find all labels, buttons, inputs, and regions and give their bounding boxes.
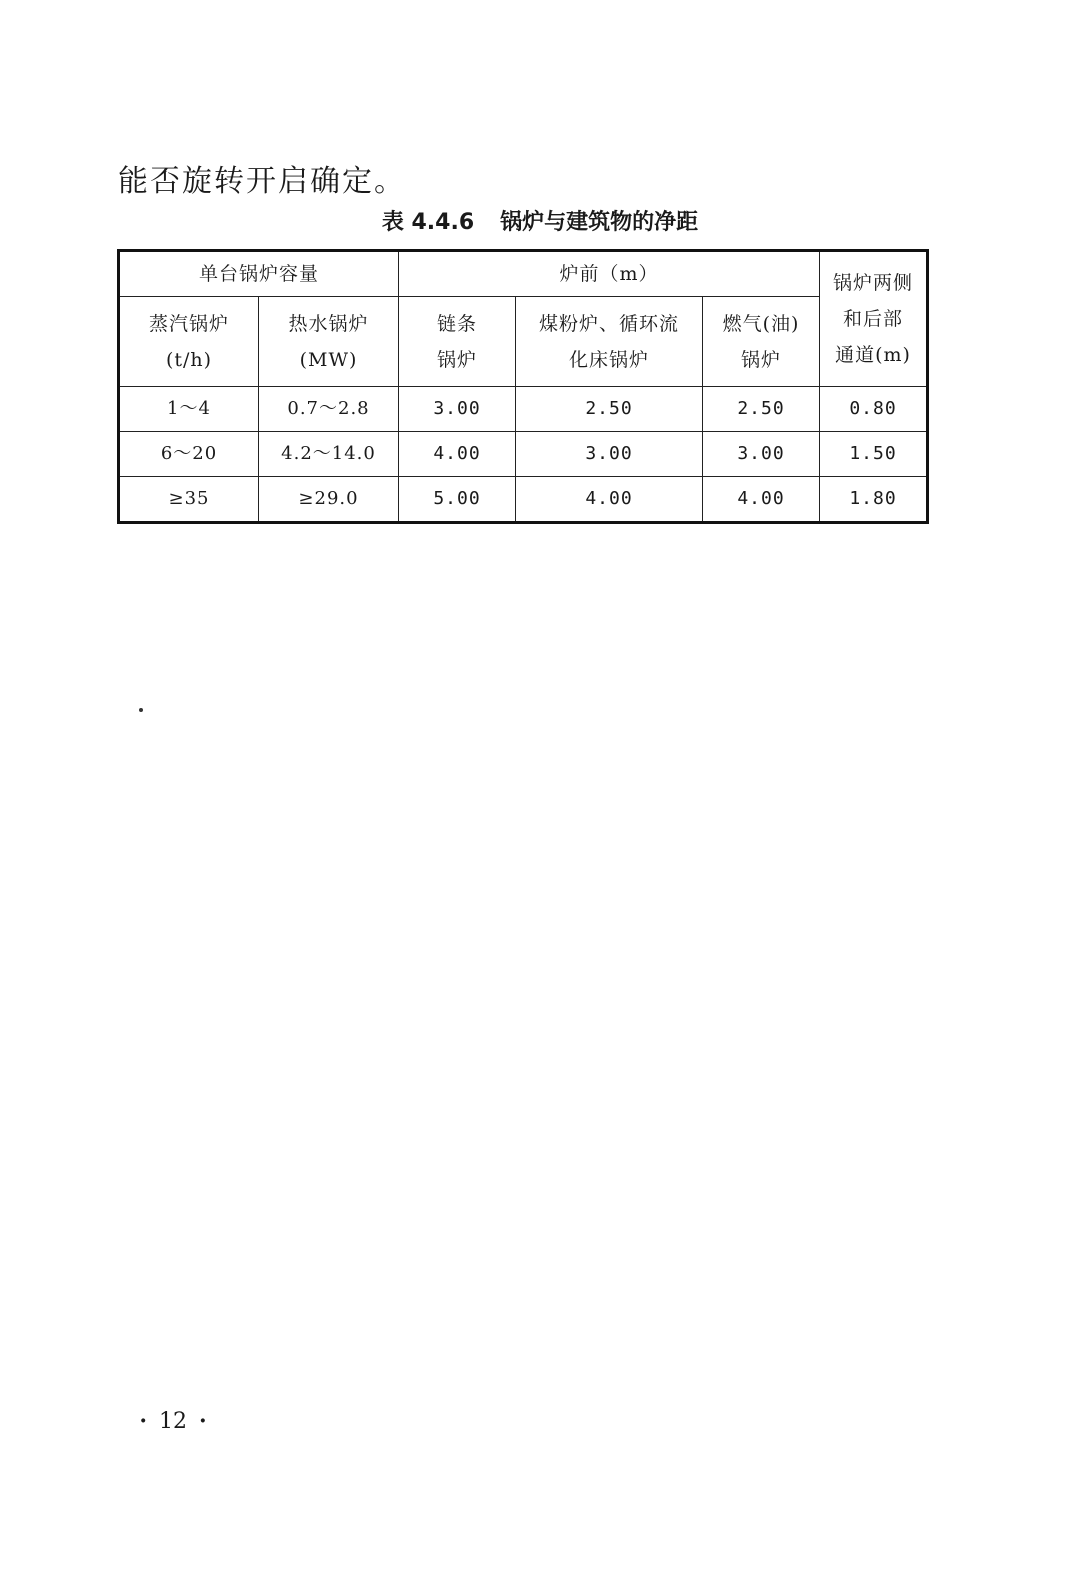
table-cell: 2.50 (516, 387, 703, 432)
table-cell: 1.50 (820, 432, 928, 477)
table-cell: 0.80 (820, 387, 928, 432)
subheader-chain: 链条 锅炉 (399, 297, 516, 387)
subheader-pulverized: 煤粉炉、循环流 化床锅炉 (516, 297, 703, 387)
table-cell: 3.00 (399, 387, 516, 432)
page-number (0, 1403, 346, 1440)
table-caption (0, 205, 1080, 241)
scan-speck (139, 708, 143, 712)
table-cell: 4.00 (516, 477, 703, 523)
page-number-left-bullet: · (139, 1408, 147, 1434)
table-cell: 1～4 (119, 387, 259, 432)
table-row (119, 387, 928, 432)
table-subheader-row (119, 297, 928, 387)
page-number-right-bullet: · (199, 1408, 207, 1434)
subheader-hot-water: 热水锅炉 (MW) (259, 297, 399, 387)
header-side-rear: 锅炉两侧 和后部 通道(m) (820, 251, 928, 387)
page-number-value: 12 (159, 1409, 187, 1434)
table-row (119, 477, 928, 523)
table-cell: ≥35 (119, 477, 259, 523)
table-cell: 2.50 (703, 387, 820, 432)
header-front: 炉前（m） (399, 251, 820, 297)
table-cell: ≥29.0 (259, 477, 399, 523)
table-cell: 3.00 (516, 432, 703, 477)
table-header-row (119, 251, 928, 297)
table-row (119, 432, 928, 477)
intro-text: 能否旋转开启确定。 (118, 164, 406, 199)
boiler-clearance-table (117, 249, 929, 524)
table-cell: 6～20 (119, 432, 259, 477)
subheader-gas-oil: 燃气(油) 锅炉 (703, 297, 820, 387)
table-cell: 0.7～2.8 (259, 387, 399, 432)
table-cell: 5.00 (399, 477, 516, 523)
table-cell: 4.00 (703, 477, 820, 523)
table-cell: 4.00 (399, 432, 516, 477)
table-cell: 4.2～14.0 (259, 432, 399, 477)
table-caption-title: 锅炉与建筑物的净距 (500, 210, 699, 235)
table-caption-number: 表 4.4.6 (381, 210, 475, 235)
table-cell: 1.80 (820, 477, 928, 523)
table-cell: 3.00 (703, 432, 820, 477)
subheader-steam: 蒸汽锅炉 (t/h) (119, 297, 259, 387)
header-capacity: 单台锅炉容量 (119, 251, 399, 297)
